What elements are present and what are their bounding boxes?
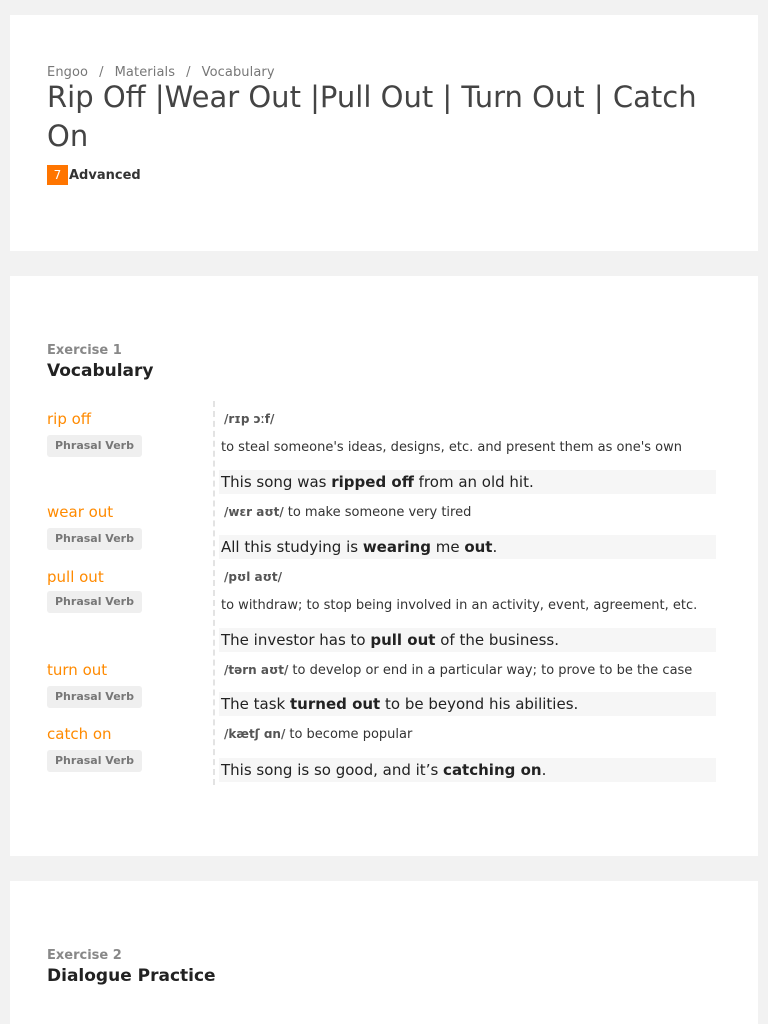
vocab-term: rip off [47,410,92,428]
example-text: . [541,761,547,779]
exercise-1-card [10,276,758,856]
pronunciation: /pʊl aʊt/ [224,570,283,584]
example-sentence [219,758,716,782]
vocab-term: pull out [47,568,104,586]
definition-line [221,505,471,520]
pronunciation: /rɪp ɔːf/ [224,412,275,426]
example-sentence [219,535,716,559]
example-sentence [219,628,716,652]
exercise-2-card [10,881,758,1024]
page-title: Rip Off |Wear Out |Pull Out | Turn Out | Catch On [47,80,697,153]
breadcrumb-separator: / [99,65,104,80]
example-highlight: out [464,538,493,556]
example-sentence [219,692,716,716]
example-text: to be beyond his abilities. [380,695,579,713]
exercise-label: Exercise 1 [47,343,122,358]
definition: to withdraw; to stop being involved in an activity, event, agreement, etc. [221,598,698,613]
example-highlight: catching on [443,761,542,779]
example-text: The task [221,695,291,713]
lesson-header-card [10,15,758,251]
example-text: me [430,538,465,556]
vocab-term: catch on [47,725,112,743]
example-text: This song was [221,473,332,491]
example-text: of the business. [435,631,559,649]
exercise-title: Dialogue Practice [47,966,216,986]
exercise-title: Vocabulary [47,361,154,381]
vocab-term: turn out [47,661,108,679]
part-of-speech-badge: Phrasal Verb [47,435,142,457]
vocab-term: wear out [47,503,114,521]
breadcrumb-link-engoo[interactable]: Engoo [47,65,89,80]
breadcrumb-link-materials[interactable]: Materials [114,65,176,80]
level-indicator [47,165,141,185]
vocab-column-divider [213,401,215,785]
definition: to make someone very tired [287,505,472,520]
example-highlight: pull out [370,631,436,649]
exercise-label: Exercise 2 [47,948,122,963]
part-of-speech-badge: Phrasal Verb [47,750,142,772]
pronunciation: /tərn aʊt/ [224,663,289,677]
example-highlight: wearing [362,538,431,556]
breadcrumb-separator: / [186,65,191,80]
breadcrumb-link-vocabulary[interactable]: Vocabulary [201,65,275,80]
definition-line [221,663,692,678]
example-sentence [219,470,716,494]
level-number-badge: 7 [47,165,68,185]
part-of-speech-badge: Phrasal Verb [47,591,142,613]
part-of-speech-badge: Phrasal Verb [47,686,142,708]
pronunciation: /kætʃ ɑn/ [224,727,286,741]
example-highlight: ripped off [331,473,414,491]
definition: to become popular [289,727,413,742]
example-text: . [492,538,498,556]
definition-line [221,727,412,742]
example-text: All this studying is [221,538,363,556]
example-text: from an old hit. [413,473,534,491]
example-text: The investor has to [221,631,371,649]
pronunciation: /wɛr aʊt/ [224,505,284,519]
pronunciation-line [221,412,278,427]
definition: to develop or end in a particular way; to prove to be the case [292,663,693,678]
level-label: Advanced [69,167,141,183]
part-of-speech-badge: Phrasal Verb [47,528,142,550]
definition: to steal someone's ideas, designs, etc. and present them as one's own [221,440,682,455]
example-highlight: turned out [290,695,381,713]
example-text: This song is so good, and it’s [221,761,444,779]
pronunciation-line [221,570,286,585]
